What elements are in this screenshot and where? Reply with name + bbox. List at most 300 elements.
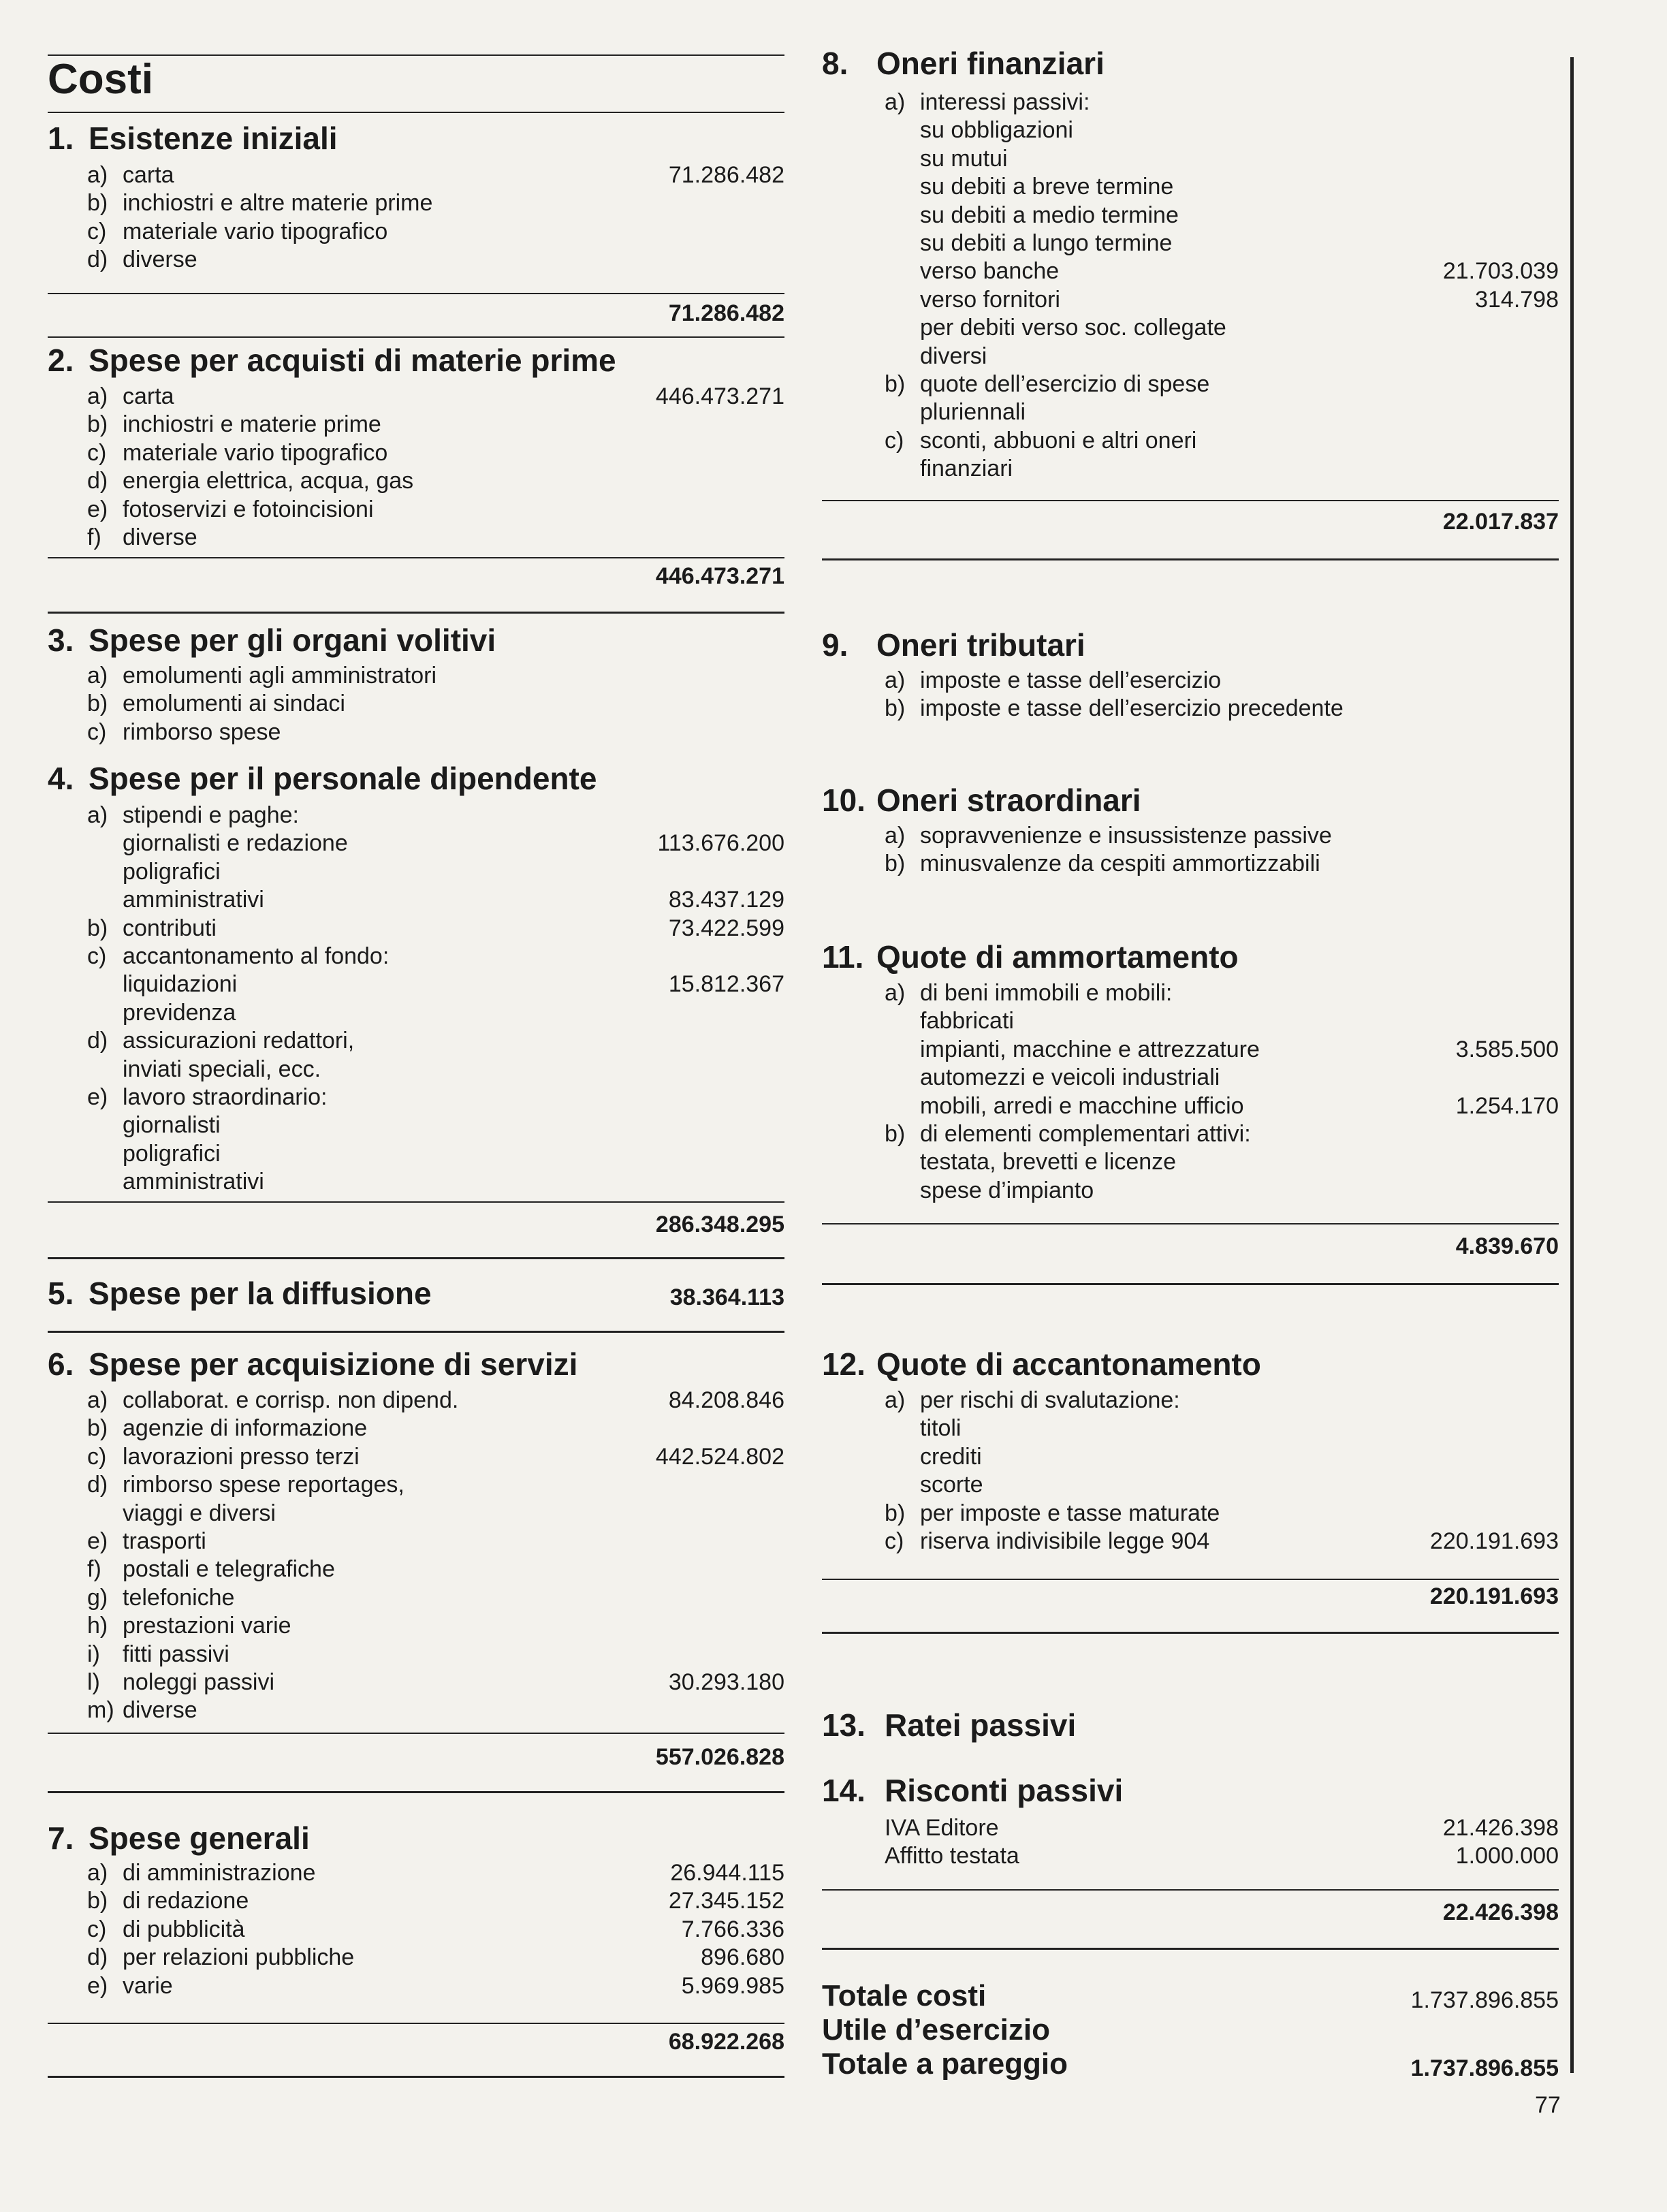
- section-number: 11.: [822, 939, 864, 975]
- item-letter: a): [885, 823, 906, 849]
- item-label: inchiostri e altre materie prime: [123, 190, 433, 217]
- section-7-heading: [48, 1822, 784, 1854]
- line-item: [822, 257, 1559, 285]
- section-13-heading: [822, 1709, 1559, 1741]
- line-item: [48, 718, 784, 746]
- item-amount: 1.000.000: [1455, 1843, 1559, 1869]
- item-label: verso banche: [920, 258, 1060, 285]
- line-item: [822, 850, 1559, 878]
- item-label: diverse: [123, 247, 197, 273]
- line-item: [822, 116, 1559, 144]
- line-item: [48, 830, 784, 857]
- item-label: rimborso spese: [123, 718, 281, 745]
- item-amount: 446.473.271: [655, 383, 784, 409]
- line-item: [48, 1887, 784, 1915]
- item-letter: a): [87, 1860, 108, 1886]
- item-label: automezzi e veicoli industriali: [920, 1064, 1220, 1091]
- item-label: lavorazioni presso terzi: [123, 1443, 360, 1470]
- item-letter: b): [885, 851, 906, 877]
- item-letter: a): [885, 667, 906, 693]
- item-label: liquidazioni: [123, 971, 238, 998]
- item-amount: 73.422.599: [668, 915, 784, 941]
- section-number: 13.: [822, 1707, 866, 1743]
- line-item: [48, 524, 784, 552]
- section-title: Oneri straordinari: [876, 783, 1141, 818]
- item-label: per relazioni pubbliche: [123, 1944, 355, 1971]
- section-4-heading: [48, 763, 784, 794]
- item-letter: a): [87, 802, 108, 828]
- divider: [48, 1257, 784, 1259]
- item-label: sopravvenienze e insussistenze passive: [920, 823, 1332, 849]
- section-3-heading: [48, 622, 784, 658]
- line-item: [822, 145, 1559, 173]
- divider: [48, 1791, 784, 1793]
- item-label: riserva indivisibile legge 904: [920, 1528, 1210, 1554]
- section-number: 7.: [48, 1820, 74, 1856]
- item-label: stipendi e paghe:: [123, 802, 299, 828]
- divider: [48, 1331, 784, 1333]
- line-item: [822, 1842, 1559, 1870]
- line-item: [822, 1036, 1559, 1064]
- item-letter: m): [87, 1697, 114, 1724]
- item-label: energia elettrica, acqua, gas: [123, 468, 414, 494]
- line-item: [48, 1696, 784, 1724]
- line-item: [48, 1916, 784, 1944]
- item-letter: b): [87, 915, 108, 941]
- line-item: [48, 383, 784, 411]
- item-label: collaborat. e corrisp. non dipend.: [123, 1387, 459, 1413]
- totale-pareggio-row: [822, 2047, 1559, 2081]
- section-title: Esistenze iniziali: [89, 121, 338, 156]
- line-item: [822, 286, 1559, 314]
- item-label: noleggi passivi: [123, 1669, 275, 1695]
- item-label: previdenza: [123, 999, 236, 1026]
- section-14-total: 22.426.398: [1442, 1899, 1559, 1925]
- item-label: fitti passivi: [123, 1641, 229, 1667]
- section-title: Spese per acquisti di materie prime: [89, 343, 616, 378]
- item-label: diverse: [123, 1697, 197, 1724]
- section-6-heading: [48, 1348, 784, 1380]
- line-item: [822, 314, 1559, 342]
- divider: [822, 1889, 1559, 1891]
- section-title: Spese per gli organi volitivi: [89, 622, 496, 658]
- line-item: [822, 1415, 1559, 1442]
- item-label: imposte e tasse dell’esercizio precedente: [920, 695, 1344, 722]
- line-item: [48, 943, 784, 970]
- item-letter: b): [885, 1500, 906, 1526]
- line-item: [48, 467, 784, 495]
- line-item: [48, 218, 784, 246]
- line-item: [822, 979, 1559, 1007]
- page-number: 77: [1535, 2092, 1561, 2118]
- divider: [822, 1948, 1559, 1950]
- item-amount: 30.293.180: [668, 1669, 784, 1695]
- section-5-amount: 38.364.113: [669, 1284, 784, 1310]
- item-letter: e): [87, 1972, 108, 1999]
- item-letter: b): [87, 691, 108, 717]
- divider: [822, 558, 1559, 560]
- divider: [48, 1733, 784, 1734]
- item-label: Affitto testata: [885, 1843, 1019, 1869]
- divider: [48, 2076, 784, 2078]
- item-amount: 220.191.693: [1429, 1528, 1559, 1554]
- line-item: [822, 1064, 1559, 1092]
- item-label: diverse: [123, 524, 197, 550]
- totale-costi-value: 1.737.896.855: [1410, 1987, 1559, 2013]
- item-label: di elementi complementari attivi:: [920, 1121, 1251, 1147]
- item-amount: 71.286.482: [668, 162, 784, 188]
- item-label: di amministrazione: [123, 1860, 316, 1886]
- item-label: accantonamento al fondo:: [123, 943, 390, 969]
- item-label: amministrativi: [123, 1169, 264, 1195]
- section-2-heading: [48, 345, 784, 376]
- item-label: su mutui: [920, 145, 1008, 172]
- item-letter: c): [87, 718, 107, 745]
- line-item: [48, 690, 784, 718]
- item-letter: c): [87, 943, 107, 969]
- item-letter: f): [87, 524, 101, 550]
- item-amount: 314.798: [1475, 286, 1559, 313]
- item-label: di pubblicità: [123, 1916, 245, 1942]
- item-label: titoli: [920, 1415, 962, 1442]
- item-label: su debiti a lungo termine: [920, 230, 1173, 256]
- section-9-heading: [822, 629, 1559, 661]
- item-letter: b): [885, 695, 906, 722]
- divider: [822, 1283, 1559, 1285]
- item-label: per rischi di svalutazione:: [920, 1387, 1180, 1413]
- item-label: finanziari: [920, 456, 1013, 482]
- divider: [48, 293, 784, 294]
- line-item: [48, 1669, 784, 1696]
- section-number: 2.: [48, 343, 74, 378]
- item-label: IVA Editore: [885, 1815, 999, 1841]
- item-label: contributi: [123, 915, 217, 941]
- line-item: [48, 1944, 784, 1972]
- item-label: su debiti a medio termine: [920, 202, 1179, 228]
- line-item: [822, 370, 1559, 398]
- item-label: scorte: [920, 1472, 983, 1498]
- item-label: per imposte e tasse maturate: [920, 1500, 1220, 1526]
- section-6-total: 557.026.828: [655, 1744, 784, 1770]
- item-label: materiale vario tipografico: [123, 439, 388, 466]
- line-item: [48, 1584, 784, 1612]
- line-item: [822, 1120, 1559, 1148]
- line-item: [822, 173, 1559, 201]
- item-letter: f): [87, 1556, 101, 1583]
- totale-costi-row: [822, 1979, 1559, 2013]
- item-label: di beni immobili e mobili:: [920, 980, 1173, 1006]
- item-label: spese d’impianto: [920, 1177, 1094, 1203]
- item-label: emolumenti ai sindaci: [123, 691, 345, 717]
- item-letter: c): [885, 427, 904, 454]
- line-item: [822, 695, 1559, 723]
- line-item: [48, 1111, 784, 1139]
- totale-pareggio-value: 1.737.896.855: [1410, 2055, 1559, 2081]
- item-letter: i): [87, 1641, 100, 1667]
- item-letter: d): [87, 468, 108, 494]
- line-item: [822, 1387, 1559, 1415]
- item-letter: b): [885, 1121, 906, 1147]
- item-letter: a): [87, 383, 108, 409]
- item-amount: 27.345.152: [668, 1888, 784, 1914]
- item-label: varie: [123, 1972, 173, 1999]
- item-label: lavoro straordinario:: [123, 1084, 328, 1110]
- line-item: [822, 427, 1559, 455]
- item-label: agenzie di informazione: [123, 1415, 368, 1442]
- item-amount: 5.969.985: [681, 1972, 784, 1999]
- item-label: di redazione: [123, 1888, 249, 1914]
- item-amount: 1.254.170: [1455, 1092, 1559, 1119]
- item-letter: b): [87, 411, 108, 438]
- item-label: quote dell’esercizio di spese: [920, 371, 1210, 397]
- totale-costi-label: Totale costi: [822, 1979, 987, 2012]
- section-title: Risconti passivi: [885, 1773, 1124, 1808]
- item-label: pluriennali: [920, 399, 1026, 426]
- item-letter: e): [87, 1528, 108, 1554]
- line-item: [48, 1500, 784, 1528]
- item-letter: e): [87, 1084, 108, 1110]
- section-12-total: 220.191.693: [1429, 1583, 1559, 1609]
- line-item: [48, 1471, 784, 1499]
- item-label: fotoservizi e fotoincisioni: [123, 496, 374, 522]
- line-item: [48, 1612, 784, 1640]
- item-letter: c): [87, 1916, 107, 1942]
- line-item: [48, 802, 784, 830]
- line-item: [48, 1387, 784, 1415]
- line-item: [48, 189, 784, 217]
- line-item: [48, 970, 784, 998]
- item-label: poligrafici: [123, 858, 221, 885]
- section-1-total: 71.286.482: [668, 300, 784, 326]
- section-title: Quote di ammortamento: [876, 939, 1239, 975]
- item-amount: 21.703.039: [1442, 258, 1559, 285]
- item-label: carta: [123, 383, 174, 409]
- item-label: su obbligazioni: [920, 117, 1073, 144]
- item-letter: c): [87, 439, 107, 466]
- item-amount: 7.766.336: [681, 1916, 784, 1942]
- line-item: [48, 411, 784, 439]
- section-11-total: 4.839.670: [1455, 1233, 1559, 1259]
- line-item: [822, 230, 1559, 257]
- item-amount: 15.812.367: [668, 971, 784, 998]
- line-item: [48, 1972, 784, 2000]
- item-label: amministrativi: [123, 887, 264, 913]
- section-title: Quote di accantonamento: [876, 1346, 1261, 1382]
- section-title: Spese per acquisizione di servizi: [89, 1346, 578, 1382]
- item-label: telefoniche: [123, 1584, 235, 1611]
- item-letter: b): [87, 1888, 108, 1914]
- line-item: [48, 915, 784, 943]
- divider: [822, 500, 1559, 501]
- section-number: 1.: [48, 121, 74, 156]
- item-label: rimborso spese reportages,: [123, 1472, 404, 1498]
- item-amount: 442.524.802: [655, 1443, 784, 1470]
- line-item: [48, 1056, 784, 1084]
- line-item: [822, 202, 1559, 230]
- item-label: giornalisti: [123, 1112, 221, 1139]
- line-item: [48, 161, 784, 189]
- section-title: Spese generali: [89, 1820, 310, 1856]
- line-item: [822, 1500, 1559, 1528]
- item-letter: a): [885, 980, 906, 1006]
- section-number: 12.: [822, 1346, 866, 1382]
- line-item: [48, 1443, 784, 1471]
- line-item: [48, 1641, 784, 1669]
- item-label: giornalisti e redazione: [123, 830, 348, 857]
- line-item: [48, 1555, 784, 1583]
- item-amount: 113.676.200: [657, 830, 784, 857]
- section-5-heading: [48, 1278, 784, 1309]
- item-letter: a): [87, 1387, 108, 1413]
- divider: [48, 2023, 784, 2024]
- line-item: [822, 822, 1559, 850]
- section-number: 8.: [822, 46, 848, 81]
- section-8-heading: [822, 48, 1559, 79]
- item-letter: b): [87, 190, 108, 217]
- item-label: minusvalenze da cespiti ammortizzabili: [920, 851, 1320, 877]
- item-label: mobili, arredi e macchine ufficio: [920, 1092, 1244, 1119]
- item-amount: 3.585.500: [1455, 1036, 1559, 1062]
- line-item: [822, 398, 1559, 426]
- item-amount: 21.426.398: [1442, 1815, 1559, 1841]
- line-item: [48, 1415, 784, 1442]
- utile-label: Utile d’esercizio: [822, 2013, 1051, 2047]
- section-11-heading: [822, 941, 1559, 973]
- item-letter: a): [87, 663, 108, 689]
- line-item: [822, 1814, 1559, 1842]
- item-label: imposte e tasse dell’esercizio: [920, 667, 1222, 693]
- item-label: carta: [123, 162, 174, 188]
- line-item: [822, 1443, 1559, 1471]
- item-label: trasporti: [123, 1528, 206, 1554]
- item-letter: d): [87, 1028, 108, 1054]
- line-item: [822, 89, 1559, 116]
- divider: [48, 112, 784, 113]
- item-label: fabbricati: [920, 1008, 1014, 1034]
- divider: [48, 336, 784, 338]
- line-item: [822, 455, 1559, 483]
- section-12-heading: [822, 1348, 1559, 1380]
- section-number: 14.: [822, 1773, 866, 1808]
- item-letter: c): [885, 1528, 904, 1554]
- item-label: per debiti verso soc. collegate: [920, 315, 1226, 341]
- line-item: [48, 1027, 784, 1055]
- section-title: Spese per il personale dipendente: [89, 761, 597, 796]
- item-label: diversi: [920, 343, 987, 369]
- top-rule: [48, 54, 784, 56]
- line-item: [822, 1471, 1559, 1499]
- item-letter: h): [87, 1613, 108, 1639]
- line-item: [822, 667, 1559, 695]
- item-letter: d): [87, 247, 108, 273]
- item-letter: b): [87, 1415, 108, 1442]
- section-8-total: 22.017.837: [1442, 509, 1559, 535]
- line-item: [48, 1084, 784, 1111]
- line-item: [48, 246, 784, 274]
- line-item: [48, 1168, 784, 1196]
- item-label: inviati speciali, ecc.: [123, 1056, 321, 1082]
- line-item: [48, 1859, 784, 1887]
- item-letter: c): [87, 1443, 107, 1470]
- divider: [822, 1223, 1559, 1224]
- item-label: inchiostri e materie prime: [123, 411, 381, 438]
- item-letter: l): [87, 1669, 100, 1695]
- line-item: [822, 1007, 1559, 1035]
- item-label: emolumenti agli amministratori: [123, 663, 437, 689]
- line-item: [48, 886, 784, 914]
- item-label: testata, brevetti e licenze: [920, 1149, 1177, 1175]
- line-item: [822, 1177, 1559, 1205]
- line-item: [48, 1528, 784, 1555]
- section-title: Oneri finanziari: [876, 46, 1105, 81]
- item-amount: 83.437.129: [668, 887, 784, 913]
- item-label: poligrafici: [123, 1140, 221, 1167]
- item-letter: d): [87, 1944, 108, 1971]
- item-label: interessi passivi:: [920, 89, 1090, 115]
- line-item: [822, 1148, 1559, 1176]
- page-title: Costi: [48, 56, 153, 103]
- section-number: 10.: [822, 783, 866, 818]
- section-7-total: 68.922.268: [668, 2029, 784, 2055]
- line-item: [48, 496, 784, 524]
- section-2-total: 446.473.271: [655, 563, 784, 589]
- item-letter: e): [87, 496, 108, 522]
- section-title: Oneri tributari: [876, 627, 1085, 663]
- section-10-heading: [822, 785, 1559, 816]
- divider: [48, 1201, 784, 1203]
- line-item: [48, 1140, 784, 1168]
- section-title: Spese per la diffusione: [89, 1276, 432, 1311]
- item-letter: c): [87, 218, 107, 244]
- item-letter: g): [87, 1584, 108, 1611]
- line-item: [48, 439, 784, 467]
- section-14-heading: [822, 1775, 1559, 1806]
- section-number: 6.: [48, 1346, 74, 1382]
- section-number: 4.: [48, 761, 74, 796]
- divider: [48, 612, 784, 614]
- line-item: [48, 999, 784, 1027]
- section-4-total: 286.348.295: [655, 1212, 784, 1237]
- item-label: postali e telegrafiche: [123, 1556, 335, 1583]
- item-letter: b): [885, 371, 906, 397]
- item-amount: 896.680: [701, 1944, 784, 1971]
- section-title: Ratei passivi: [885, 1707, 1077, 1743]
- right-border-bar: [1570, 57, 1574, 2073]
- item-label: su debiti a breve termine: [920, 174, 1174, 200]
- divider: [822, 1579, 1559, 1580]
- item-letter: a): [87, 162, 108, 188]
- item-label: assicurazioni redattori,: [123, 1028, 355, 1054]
- divider: [822, 1632, 1559, 1634]
- line-item: [822, 1092, 1559, 1120]
- item-label: impianti, macchine e attrezzature: [920, 1036, 1260, 1062]
- utile-row: [822, 2013, 1559, 2047]
- item-amount: 26.944.115: [670, 1860, 784, 1886]
- section-1-heading: [48, 123, 784, 154]
- line-item: [822, 343, 1559, 370]
- line-item: [48, 662, 784, 690]
- section-number: 9.: [822, 627, 848, 663]
- item-letter: a): [885, 89, 906, 115]
- divider: [48, 557, 784, 558]
- totale-pareggio-label: Totale a pareggio: [822, 2047, 1068, 2081]
- item-label: viaggi e diversi: [123, 1500, 276, 1526]
- item-letter: d): [87, 1472, 108, 1498]
- item-letter: a): [885, 1387, 906, 1413]
- item-label: prestazioni varie: [123, 1613, 291, 1639]
- item-label: crediti: [920, 1443, 982, 1470]
- item-label: materiale vario tipografico: [123, 218, 388, 244]
